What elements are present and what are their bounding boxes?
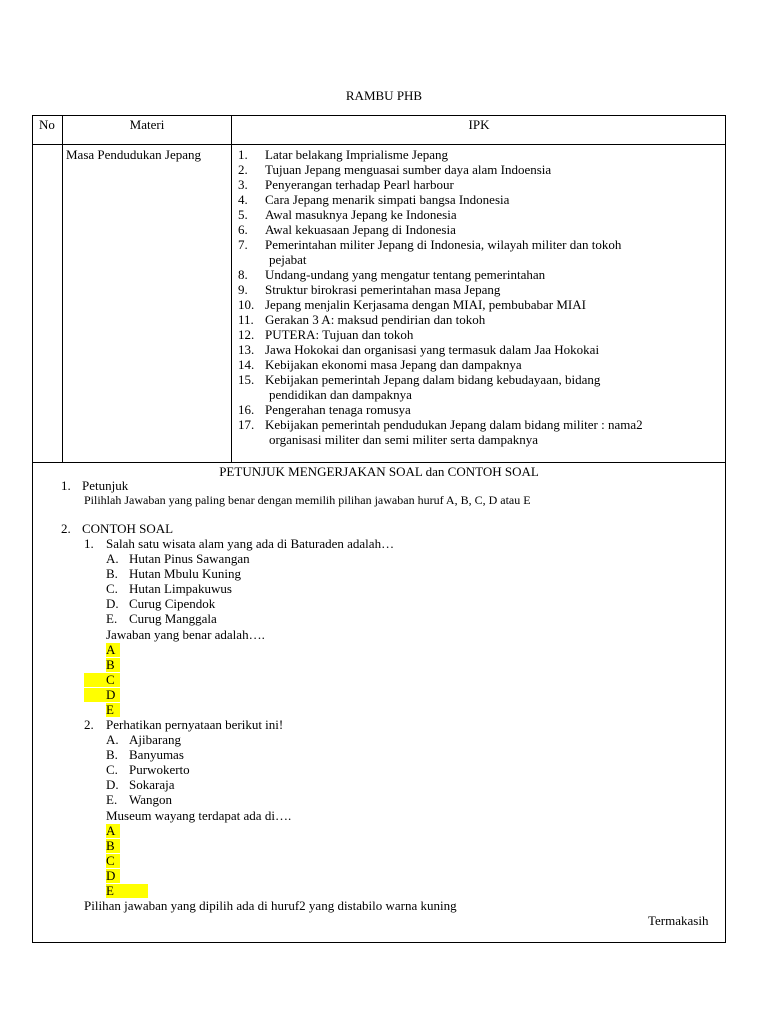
option-letter: C. <box>106 762 118 777</box>
ipk-item-number: 12. <box>238 327 255 342</box>
ipk-item-number: 10. <box>238 297 255 312</box>
q1-option <box>106 566 241 581</box>
ipk-item-number: 13. <box>238 342 255 357</box>
q1-answer-choice[interactable]: B <box>106 657 115 672</box>
ipk-item-text: Awal masuknya Jepang ke Indonesia <box>265 207 457 222</box>
q1-answer-choice[interactable]: D <box>106 687 116 702</box>
q2-option <box>106 792 172 807</box>
option-text: Banyumas <box>129 747 184 762</box>
ipk-item-text: Undang-undang yang mengatur tentang pemerintahan <box>265 267 546 282</box>
q2-option <box>106 777 174 792</box>
option-text: Curug Cipendok <box>129 596 216 611</box>
ipk-item-text: Tujuan Jepang menguasai sumber daya alam Indoensia <box>265 162 552 177</box>
option-letter: D. <box>106 596 119 611</box>
materi-cell: Masa Pendudukan Jepang <box>66 147 202 162</box>
petunjuk-number: 1. <box>61 478 71 493</box>
q1-answer-choice[interactable]: A <box>106 642 116 657</box>
q2-answer-choice[interactable]: B <box>106 838 115 853</box>
column-divider-no <box>62 115 63 463</box>
option-text: Curug Manggala <box>129 611 217 626</box>
option-text: Wangon <box>129 792 172 807</box>
ipk-item-number: 8. <box>238 267 248 282</box>
ipk-item-number: 3. <box>238 177 248 192</box>
q1-answer-choice[interactable]: C <box>106 672 115 687</box>
ipk-item-text: Jawa Hokokai dan organisasi yang termasuk dalam Jaa Hokokai <box>265 342 600 357</box>
option-text: Purwokerto <box>129 762 190 777</box>
option-letter: B. <box>106 747 118 762</box>
ipk-item-text: Penyerangan terhadap Pearl harbour <box>265 177 454 192</box>
q1-option <box>106 596 215 611</box>
option-text: Sokaraja <box>129 777 175 792</box>
document-title: RAMBU PHB <box>345 88 423 103</box>
q2-number: 2. <box>84 717 94 732</box>
q2-answer-choice[interactable]: C <box>106 853 115 868</box>
ipk-item-number: 11. <box>238 312 254 327</box>
q2-option <box>106 732 181 747</box>
q1-option <box>106 611 217 626</box>
header-ipk: IPK <box>468 117 490 132</box>
q1-option <box>106 581 232 596</box>
header-no: No <box>39 117 55 132</box>
note-text: Pilihan jawaban yang dipilih ada di huruf2 yang distabilo warna kuning <box>84 898 457 913</box>
ipk-item-text: Cara Jepang menarik simpati bangsa Indonesia <box>265 192 510 207</box>
column-divider-materi <box>231 115 232 463</box>
q2-text: Perhatikan pernyataan berikut ini! <box>106 717 284 732</box>
contoh-number: 2. <box>61 521 71 536</box>
instructions-heading: PETUNJUK MENGERJAKAN SOAL dan CONTOH SOAL <box>219 464 539 479</box>
ipk-item-text: Pemerintahan militer Jepang di Indonesia, wilayah militer dan tokoh <box>265 237 622 252</box>
q2-option <box>106 762 190 777</box>
option-letter: E. <box>106 792 118 807</box>
ipk-item-number: 15. <box>238 372 255 387</box>
ipk-item-text: PUTERA: Tujuan dan tokoh <box>265 327 414 342</box>
option-letter: C. <box>106 581 118 596</box>
q2-answer-choice[interactable]: E <box>106 883 114 898</box>
ipk-item-text: Awal kekuasaan Jepang di Indonesia <box>265 222 456 237</box>
ipk-item-text: Jepang menjalin Kerjasama dengan MIAI, pembubabar MIAI <box>265 297 586 312</box>
option-letter: A. <box>106 732 119 747</box>
option-letter: B. <box>106 566 118 581</box>
ipk-item-number: 7. <box>238 237 248 252</box>
ipk-item-text: Kebijakan pemerintah Jepang dalam bidang kebudayaan, bidang <box>265 372 601 387</box>
ipk-item-number: 9. <box>238 282 248 297</box>
q1-number: 1. <box>84 536 94 551</box>
option-letter: A. <box>106 551 119 566</box>
closing-text: Termakasih <box>648 913 709 928</box>
ipk-item-text: Gerakan 3 A: maksud pendirian dan tokoh <box>265 312 486 327</box>
q2-answer-choice[interactable]: A <box>106 823 116 838</box>
petunjuk-text: Pilihlah Jawaban yang paling benar dengan memilih pilihan jawaban huruf A, B, C, D atau E <box>84 493 531 507</box>
option-text: Hutan Limpakuwus <box>129 581 232 596</box>
q2-prompt: Museum wayang terdapat ada di…. <box>106 808 292 823</box>
ipk-item-continuation: pendidikan dan dampaknya <box>269 387 412 402</box>
content-row-divider <box>32 462 726 463</box>
ipk-item-continuation: organisasi militer dan semi militer serta dampaknya <box>269 432 539 447</box>
option-text: Hutan Mbulu Kuning <box>129 566 241 581</box>
ipk-item-number: 6. <box>238 222 248 237</box>
ipk-item-text: Struktur birokrasi pemerintahan masa Jepang <box>265 282 501 297</box>
q1-text: Salah satu wisata alam yang ada di Baturaden adalah… <box>106 536 395 551</box>
q1-option <box>106 551 250 566</box>
ipk-item-number: 1. <box>238 147 248 162</box>
ipk-item-text: Kebijakan pemerintah pendudukan Jepang dalam bidang militer : nama2 <box>265 417 643 432</box>
ipk-item-number: 4. <box>238 192 248 207</box>
ipk-item-text: Latar belakang Imprialisme Jepang <box>265 147 449 162</box>
contoh-label: CONTOH SOAL <box>82 521 174 536</box>
ipk-item-number: 17. <box>238 417 255 432</box>
ipk-item-number: 2. <box>238 162 248 177</box>
petunjuk-label: Petunjuk <box>82 478 129 493</box>
ipk-item-text: Kebijakan ekonomi masa Jepang dan dampaknya <box>265 357 522 372</box>
option-letter: D. <box>106 777 119 792</box>
header-materi: Materi <box>129 117 165 132</box>
ipk-item-text: Pengerahan tenaga romusya <box>265 402 411 417</box>
option-text: Hutan Pinus Sawangan <box>129 551 250 566</box>
q1-answer-choice[interactable]: E <box>106 702 114 717</box>
header-row-divider <box>32 144 726 145</box>
ipk-item-number: 16. <box>238 402 255 417</box>
q2-option <box>106 747 184 762</box>
ipk-item-number: 14. <box>238 357 255 372</box>
ipk-item-continuation: pejabat <box>269 252 307 267</box>
option-letter: E. <box>106 611 118 626</box>
q2-answer-choice[interactable]: D <box>106 868 116 883</box>
q1-prompt: Jawaban yang benar adalah…. <box>106 627 265 642</box>
ipk-item-number: 5. <box>238 207 248 222</box>
option-text: Ajibarang <box>129 732 181 747</box>
